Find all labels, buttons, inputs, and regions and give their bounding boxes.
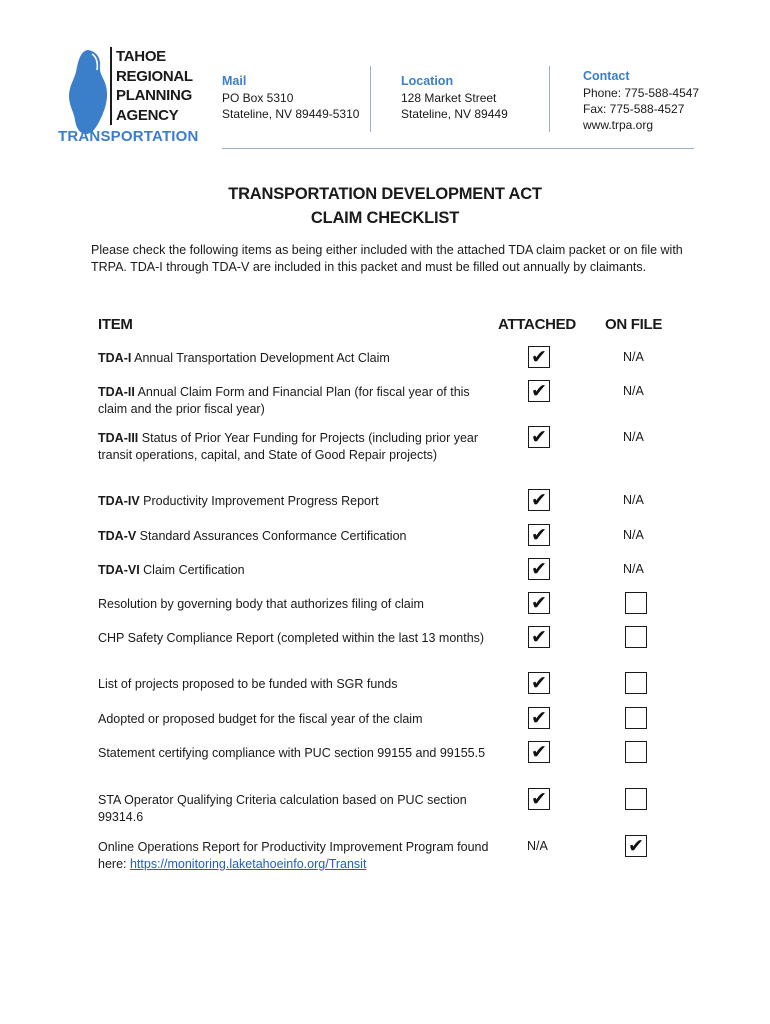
- division-name: TRANSPORTATION: [58, 128, 199, 145]
- on-file-cell: N/A: [623, 562, 644, 576]
- row-text: List of projects proposed to be funded with SGR funds: [98, 677, 398, 691]
- on-file-cell[interactable]: [625, 626, 647, 648]
- column-header-item: ITEM: [98, 316, 133, 333]
- attached-cell[interactable]: [528, 426, 550, 448]
- attached-cell[interactable]: [528, 626, 550, 648]
- row-description: [98, 711, 488, 728]
- checkmark-icon: ✔: [531, 741, 547, 763]
- row-description: [98, 596, 488, 613]
- row-text: Statement certifying compliance with PUC section 99155 and 99155.5: [98, 746, 486, 760]
- checkmark-icon: ✔: [531, 346, 547, 368]
- column-header-attached: ATTACHED: [498, 316, 576, 333]
- on-file-cell[interactable]: [625, 835, 647, 857]
- location-line-2: Stateline, NV 89449: [401, 107, 508, 121]
- row-text: Status of Prior Year Funding for Projects (including prior year transit operations, capital, and State of Good Repair projects): [98, 431, 479, 462]
- row-text: Productivity Improvement Progress Report: [139, 494, 379, 508]
- row-text: STA Operator Qualifying Criteria calculation based on PUC section 99314.6: [98, 793, 467, 824]
- monitoring-link[interactable]: https://monitoring.laketahoeinfo.org/Transit: [129, 857, 367, 871]
- mail-heading: Mail: [222, 74, 247, 88]
- mail-block: [222, 73, 359, 122]
- row-description: [98, 562, 488, 579]
- row-description: [98, 493, 488, 510]
- contact-website[interactable]: www.trpa.org: [583, 118, 654, 132]
- row-description: [98, 630, 488, 647]
- row-description: [98, 384, 488, 418]
- row-code: TDA-VI: [98, 563, 140, 577]
- on-file-cell[interactable]: [625, 741, 647, 763]
- agency-name-line-1: TAHOE: [116, 48, 166, 65]
- contact-fax: Fax: 775-588-4527: [583, 102, 685, 116]
- checkmark-icon: ✔: [531, 426, 547, 448]
- intro-paragraph: Please check the following items as being either included with the attached TDA claim packet or on file with TRPA. TDA-I through TDA-V are included in this packet and must be filled out annually by claimants.: [91, 243, 683, 274]
- row-description: [98, 792, 488, 826]
- title-line-2: CLAIM CHECKLIST: [310, 209, 460, 227]
- on-file-cell[interactable]: [625, 592, 647, 614]
- on-file-cell: N/A: [623, 350, 644, 364]
- checkmark-icon: ✔: [531, 592, 547, 614]
- header-divider: [549, 66, 550, 132]
- row-text: Online Operations Report for Productivity Improvement Program found here:: [98, 840, 489, 871]
- row-description: [98, 528, 488, 545]
- checkmark-icon: ✔: [531, 380, 547, 402]
- row-code: TDA-V: [98, 529, 137, 543]
- checkmark-icon: ✔: [628, 835, 644, 857]
- attached-cell[interactable]: [528, 672, 550, 694]
- row-description: [98, 839, 518, 873]
- row-description: [98, 676, 488, 693]
- trpa-logo: [60, 44, 210, 148]
- row-code: TDA-II: [98, 385, 135, 399]
- on-file-cell: N/A: [623, 528, 644, 542]
- row-description: [98, 430, 488, 464]
- row-description: [98, 350, 488, 367]
- row-text: Annual Transportation Development Act Claim: [131, 351, 390, 365]
- location-block: [401, 73, 508, 122]
- checkmark-icon: ✔: [531, 672, 547, 694]
- checkmark-icon: ✔: [531, 707, 547, 729]
- on-file-cell[interactable]: [625, 707, 647, 729]
- on-file-cell[interactable]: [625, 788, 647, 810]
- checkmark-icon: ✔: [531, 524, 547, 546]
- checkmark-icon: ✔: [531, 626, 547, 648]
- row-text: Annual Claim Form and Financial Plan (for fiscal year of this claim and the prior fiscal year): [98, 385, 470, 416]
- row-code: TDA-IV: [98, 494, 140, 508]
- row-code: TDA-III: [98, 431, 139, 445]
- attached-cell[interactable]: [528, 558, 550, 580]
- row-description: [98, 745, 488, 762]
- attached-cell[interactable]: [528, 788, 550, 810]
- on-file-cell: N/A: [623, 384, 644, 398]
- attached-cell[interactable]: [528, 524, 550, 546]
- agency-name: [110, 47, 193, 125]
- attached-cell[interactable]: [528, 380, 550, 402]
- attached-cell: N/A: [527, 839, 548, 853]
- checkmark-icon: ✔: [531, 558, 547, 580]
- column-header-on-file: ON FILE: [605, 316, 663, 333]
- on-file-cell[interactable]: [625, 672, 647, 694]
- checkmark-icon: ✔: [531, 489, 547, 511]
- header-rule: [222, 148, 694, 149]
- contact-block: [583, 68, 699, 133]
- page-title: [0, 182, 770, 230]
- lake-tahoe-icon: [66, 48, 110, 136]
- contact-phone: Phone: 775-588-4547: [583, 86, 700, 100]
- attached-cell[interactable]: [528, 489, 550, 511]
- on-file-cell: N/A: [623, 430, 644, 444]
- row-code: TDA-I: [98, 351, 132, 365]
- title-line-1: TRANSPORTATION DEVELOPMENT ACT: [228, 185, 542, 203]
- row-text: Standard Assurances Conformance Certification: [136, 529, 407, 543]
- attached-cell[interactable]: [528, 741, 550, 763]
- row-text: Adopted or proposed budget for the fiscal year of the claim: [98, 712, 423, 726]
- mail-line-2: Stateline, NV 89449-5310: [222, 107, 360, 121]
- on-file-cell: N/A: [623, 493, 644, 507]
- agency-name-line-2: REGIONAL: [116, 67, 193, 85]
- agency-name-line-4: AGENCY: [116, 106, 179, 124]
- attached-cell[interactable]: [528, 346, 550, 368]
- row-text: Claim Certification: [139, 563, 245, 577]
- location-heading: Location: [401, 74, 454, 88]
- location-line-1: 128 Market Street: [401, 91, 497, 105]
- row-text: CHP Safety Compliance Report (completed within the last 13 months): [98, 631, 485, 645]
- attached-cell[interactable]: [528, 707, 550, 729]
- header-divider: [370, 66, 371, 132]
- attached-cell[interactable]: [528, 592, 550, 614]
- contact-heading: Contact: [583, 69, 630, 83]
- checkmark-icon: ✔: [531, 788, 547, 810]
- row-text: Resolution by governing body that authorizes filing of claim: [98, 597, 424, 611]
- agency-name-line-3: PLANNING: [116, 87, 192, 104]
- mail-line-1: PO Box 5310: [222, 91, 294, 105]
